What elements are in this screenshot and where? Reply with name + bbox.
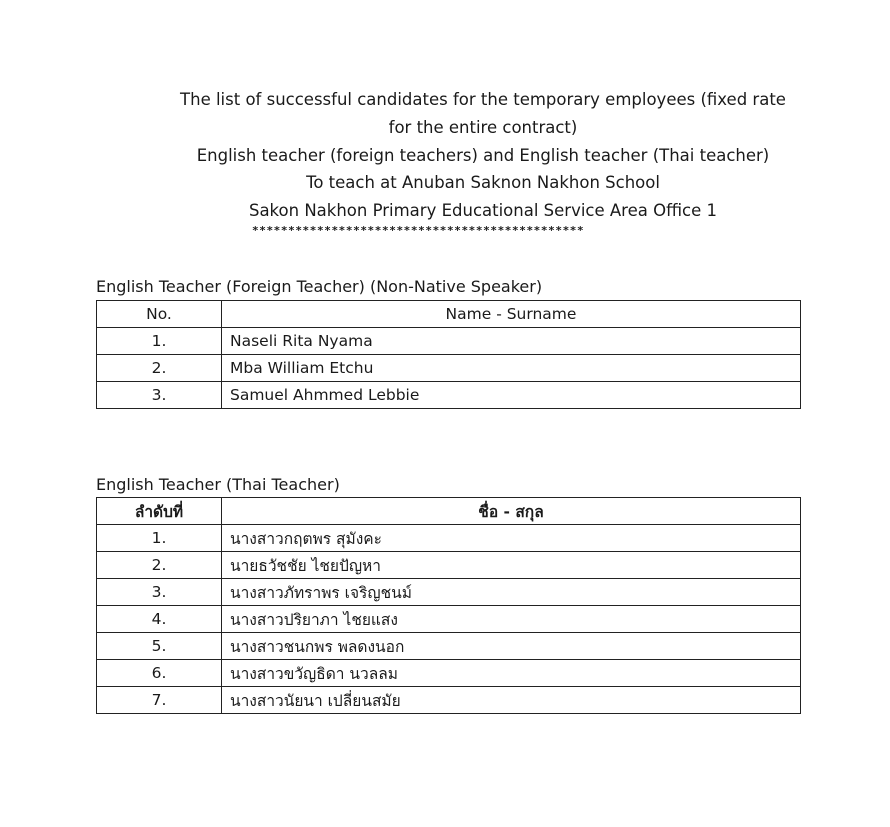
thai-teacher-table bbox=[96, 497, 801, 714]
row-number: 2. bbox=[97, 355, 222, 382]
column-header-name: ชื่อ - สกุล bbox=[222, 498, 801, 525]
header-line-4: To teach at Anuban Saknon Nakhon School bbox=[306, 173, 660, 193]
table-row bbox=[97, 579, 801, 606]
table-row bbox=[97, 606, 801, 633]
table-row bbox=[97, 328, 801, 355]
row-number: 7. bbox=[97, 687, 222, 714]
row-name: นางสาวนัยนา เปลี่ยนสมัย bbox=[222, 687, 801, 714]
row-number: 1. bbox=[97, 525, 222, 552]
foreign-section-title: English Teacher (Foreign Teacher) (Non-Native Speaker) bbox=[96, 277, 543, 296]
row-name: นางสาวปริยาภา ไชยแสง bbox=[222, 606, 801, 633]
header-line-1: The list of successful candidates for the temporary employees (fixed rate bbox=[180, 90, 786, 109]
row-name: Samuel Ahmmed Lebbie bbox=[222, 382, 801, 409]
row-number: 3. bbox=[97, 579, 222, 606]
row-number: 4. bbox=[97, 606, 222, 633]
row-name: นางสาวชนกพร พลดงนอก bbox=[222, 633, 801, 660]
row-number: 1. bbox=[97, 328, 222, 355]
table-header-row bbox=[97, 498, 801, 525]
row-name: นางสาวกฤตพร สุมังคะ bbox=[222, 525, 801, 552]
column-header-no: ลำดับที่ bbox=[97, 498, 222, 525]
table-row bbox=[97, 633, 801, 660]
thai-section-title: English Teacher (Thai Teacher) bbox=[96, 475, 340, 494]
row-name: นางสาวภัทราพร เจริญชนม์ bbox=[222, 579, 801, 606]
header-line-3: English teacher (foreign teachers) and English teacher (Thai teacher) bbox=[196, 145, 770, 165]
row-number: 5. bbox=[97, 633, 222, 660]
row-name: Naseli Rita Nyama bbox=[222, 328, 801, 355]
document-header bbox=[96, 86, 870, 225]
column-header-name: Name - Surname bbox=[222, 301, 801, 328]
foreign-teacher-table bbox=[96, 300, 801, 409]
table-header-row bbox=[97, 301, 801, 328]
star-divider: ********************************************** bbox=[252, 224, 585, 237]
row-number: 6. bbox=[97, 660, 222, 687]
row-name: นางสาวขวัญธิดา นวลลม bbox=[222, 660, 801, 687]
row-name: Mba William Etchu bbox=[222, 355, 801, 382]
row-name: นายธวัชชัย ไชยปัญหา bbox=[222, 552, 801, 579]
row-number: 3. bbox=[97, 382, 222, 409]
table-row bbox=[97, 382, 801, 409]
table-row bbox=[97, 355, 801, 382]
header-line-2: for the entire contract) bbox=[388, 117, 578, 137]
table-row bbox=[97, 552, 801, 579]
table-row bbox=[97, 660, 801, 687]
row-number: 2. bbox=[97, 552, 222, 579]
column-header-no: No. bbox=[97, 301, 222, 328]
table-row bbox=[97, 687, 801, 714]
table-row bbox=[97, 525, 801, 552]
header-line-5: Sakon Nakhon Primary Educational Service Area Office 1 bbox=[248, 201, 718, 221]
